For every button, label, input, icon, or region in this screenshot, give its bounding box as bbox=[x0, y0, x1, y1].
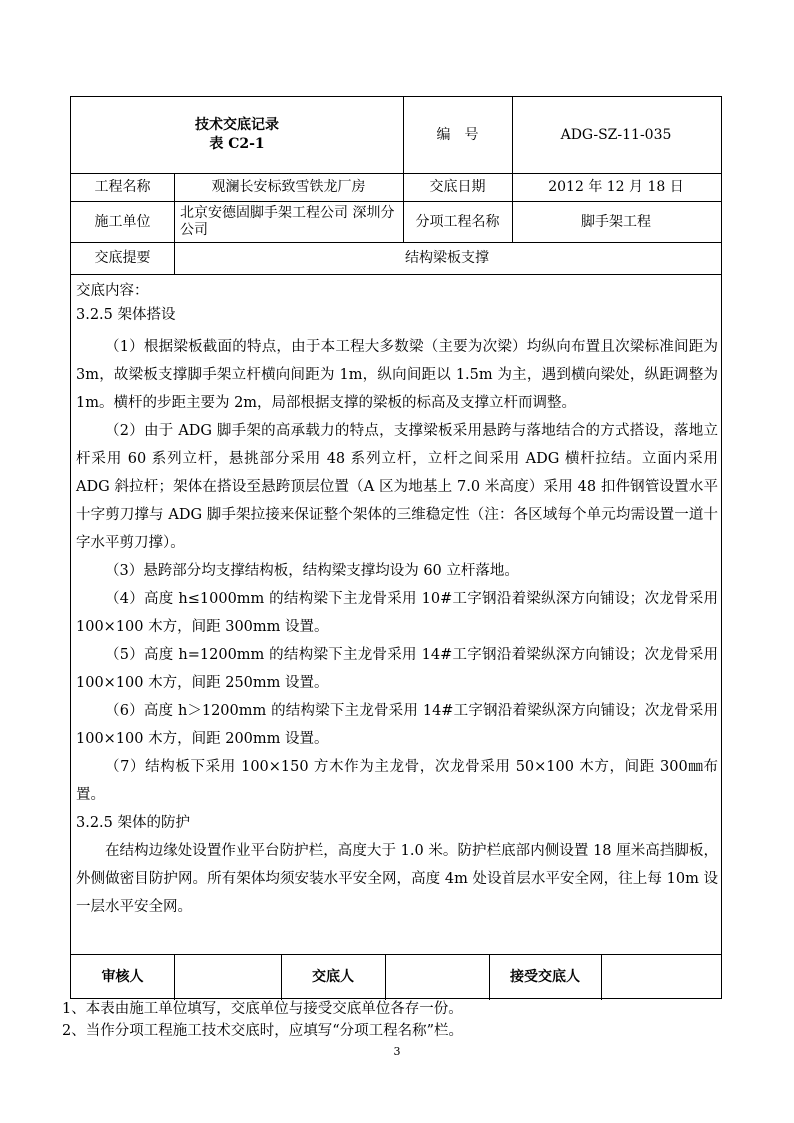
row-divider bbox=[71, 274, 721, 275]
code-label: 编 号 bbox=[436, 127, 479, 143]
section-title: 3.2.5 架体搭设 bbox=[76, 307, 176, 323]
unit-label: 施工单位 bbox=[94, 213, 151, 230]
disclosure-form bbox=[70, 96, 722, 999]
form-title: 技术交底记录 bbox=[195, 117, 279, 133]
date-value: 2012 年 12 月 18 日 bbox=[548, 179, 684, 195]
form-title-block bbox=[71, 97, 403, 173]
disclosure-content bbox=[76, 279, 718, 921]
subproject-value: 脚手架工程 bbox=[581, 213, 651, 230]
content-paragraph: （5）高度 h=1200mm 的结构梁下主龙骨采用 14#工字钢沿着梁纵深方向铺设；次龙骨采用 100×100 木方，间距 250mm 设置。 bbox=[76, 647, 718, 691]
content-paragraph: （6）高度 h＞1200mm 的结构梁下主龙骨采用 14#工字钢沿着梁纵深方向铺设；次龙骨采用 100×100 木方，间距 200mm 设置。 bbox=[76, 703, 718, 747]
project-label: 工程名称 bbox=[94, 179, 151, 195]
form-notes bbox=[62, 998, 463, 1042]
form-number: 表 C2-1 bbox=[209, 136, 265, 152]
content-paragraph: （1）根据梁板截面的特点，由于本工程大多数梁（主要为次梁）均纵向布置且次梁标准间距为 3m，故梁板支撑脚手架立杆横向间距为 1m，纵向间距以 1.5m 为主，遇到横向梁处，纵距调整为 1m。横杆的步距主要为 2m，局部根据支撑的梁板的标高及支撑立杆而调整。 bbox=[76, 339, 718, 411]
protection-paragraph: 在结构边缘处设置作业平台防护栏，高度大于 1.0 米。防护栏底部内侧设置 18 厘米高挡脚板，外侧做密目防护网。所有架体均须安装水平安全网，高度 4m 处设首层水平安全网，往上每 10m 设一层水平安全网。 bbox=[76, 843, 718, 915]
content-paragraph: （3）悬跨部分均支撑结构板，结构梁支撑均设为 60 立杆落地。 bbox=[105, 563, 519, 579]
reviewer-signature-field[interactable] bbox=[174, 954, 281, 1000]
section-title: 3.2.5 架体的防护 bbox=[76, 815, 191, 831]
page-number: 3 bbox=[393, 1045, 401, 1058]
code-value: ADG-SZ-11-035 bbox=[560, 127, 672, 143]
summary-value: 结构梁板支撑 bbox=[405, 250, 489, 266]
project-value: 观澜长安标致雪铁龙厂房 bbox=[211, 179, 366, 195]
content-paragraph: （7）结构板下采用 100×150 方木作为主龙骨，次龙骨采用 50×100 木方，间距 300㎜布置。 bbox=[76, 759, 718, 803]
subproject-label: 分项工程名称 bbox=[415, 213, 500, 230]
discloser-signature-field[interactable] bbox=[385, 954, 489, 1000]
date-label: 交底日期 bbox=[429, 179, 486, 195]
content-heading: 交底内容： bbox=[76, 283, 149, 299]
discloser-label: 交底人 bbox=[312, 969, 354, 985]
receiver-signature-field[interactable] bbox=[601, 954, 720, 1000]
summary-label: 交底提要 bbox=[94, 250, 151, 266]
note-line: 1、本表由施工单位填写，交底单位与接受交底单位各存一份。 bbox=[62, 1001, 463, 1017]
content-paragraph: （4）高度 h≤1000mm 的结构梁下主龙骨采用 10#工字钢沿着梁纵深方向铺设；次龙骨采用 100×100 木方，间距 300mm 设置。 bbox=[76, 591, 718, 635]
unit-value: 北京安德固脚手架工程公司 深圳分公司 bbox=[180, 204, 395, 238]
reviewer-label: 审核人 bbox=[101, 969, 144, 985]
content-paragraph: （2）由于 ADG 脚手架的高承载力的特点，支撑梁板采用悬跨与落地结合的方式搭设，落地立杆采用 60 系列立杆，悬挑部分采用 48 系列立杆，立杆之间采用 ADG 横杆拉结。立面内采用 ADG 斜拉杆；架体在搭设至悬跨顶层位置（A 区为地基上 7.0 米高度）采用 48 扣件钢管设置水平十字剪刀撑与 ADG 脚手架拉接来保证整个架体的三维稳定性（注：各区域每个单元均需设置一道十字水平剪刀撑）。 bbox=[76, 423, 718, 551]
note-line: 2、当作分项工程施工技术交底时，应填写“分项工程名称”栏。 bbox=[62, 1023, 464, 1039]
receiver-label: 接受交底人 bbox=[510, 969, 580, 985]
